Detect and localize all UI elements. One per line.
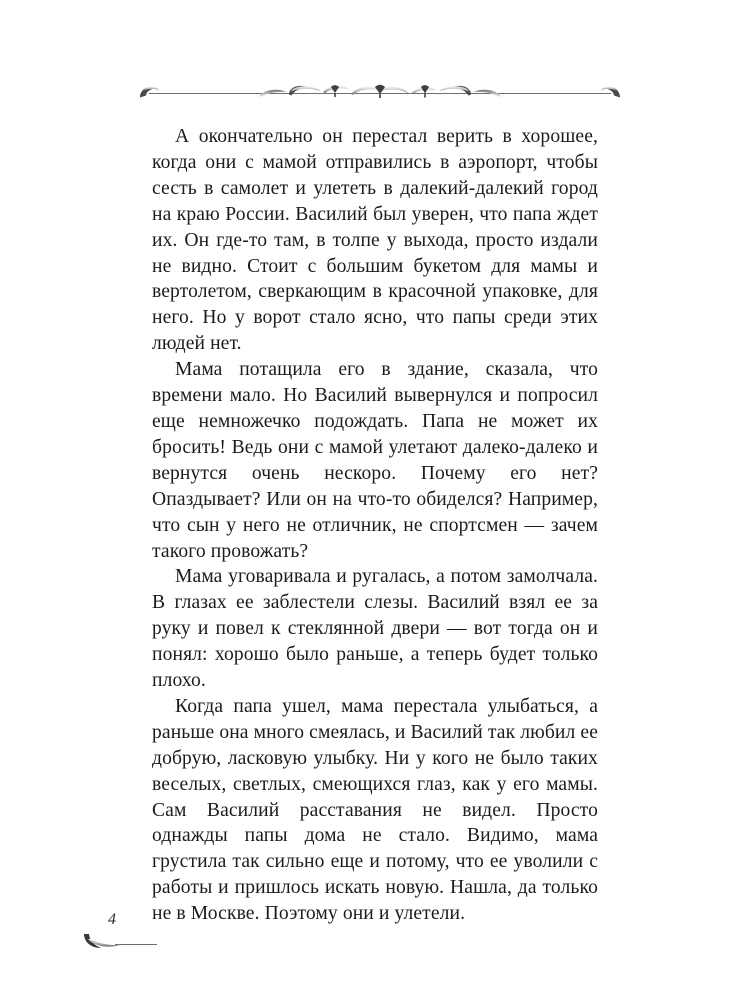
paragraph: Когда папа ушел, мама перестала улыбаться, а раньше она много смеялась, и Василий так любил ее добрую, ласковую улыбку. Ни у кого не было таких веселых, светлых, смеющихся глаз, как у его мамы. Сам Василий расставания не видел. Просто однажды папы дома не стало. Видимо, мама грустила так сильно еще и потому, что ее уволили с работы и пришлось искать новую. Нашла, да только не в Москве. Поэтому они и улетели. bbox=[152, 695, 598, 925]
page-number: 4 bbox=[108, 911, 116, 928]
page-folio bbox=[82, 912, 202, 956]
paragraph: Мама потащила его в здание, сказала, что времени мало. Но Василий вывернулся и попросил еще немножечко подождать. Папа не может их бросить! Ведь они с мамой улетают далеко-далеко и вернутся очень нескоро. Почему его нет? Опаздывает? Или он на что-то обиделся? Например, что сын у него не отличник, не спортсмен — зачем такого провожать? bbox=[152, 359, 598, 562]
leaf-swash-ornament bbox=[82, 926, 202, 954]
page-body-text bbox=[152, 124, 598, 927]
leaf-divider-ornament bbox=[137, 78, 623, 108]
paragraph: Мама уговаривала и ругалась, а потом замолчала. В глазах ее заблестели слезы. Василий взял ее за руку и повел к стеклянной двери — вот тогда он и понял: хорошо было раньше, а теперь будет только плохо. bbox=[152, 566, 598, 692]
paragraph: А окончательно он перестал верить в хорошее, когда они с мамой отправились в аэропорт, чтобы сесть в самолет и улететь в далекий-далекий город на краю России. Василий был уверен, что папа ждет их. Он где-то там, в толпе у выхода, просто издали не видно. Стоит с большим букетом для мамы и вертолетом, сверкающим в красочной упаковке, для него. Но у ворот стало ясно, что папы среди этих людей нет. bbox=[152, 126, 598, 355]
